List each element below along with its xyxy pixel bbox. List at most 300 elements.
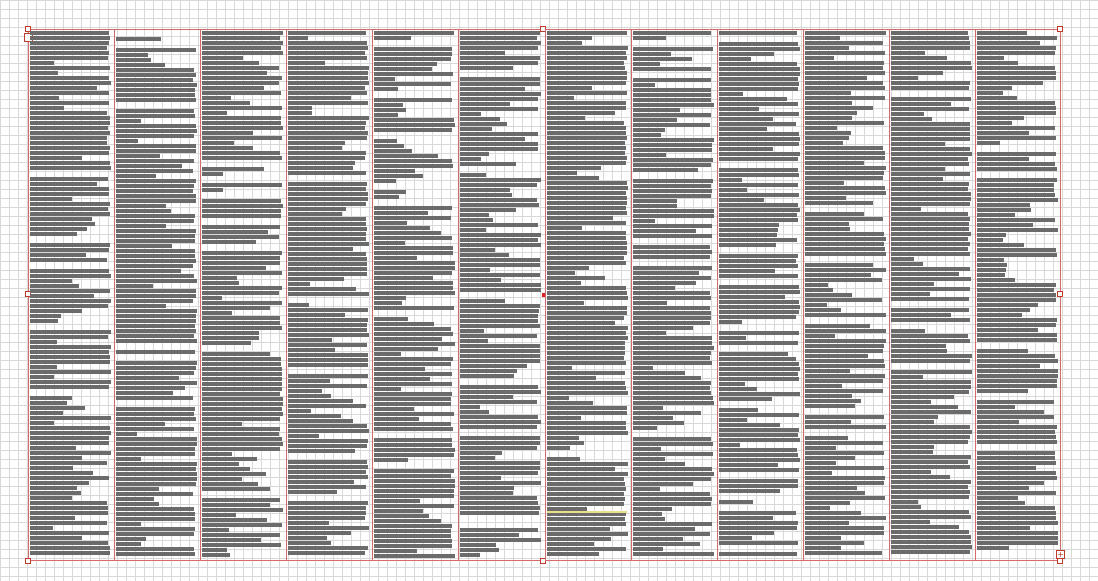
text-line (633, 416, 673, 420)
column-guide (717, 29, 718, 561)
text-line (633, 83, 655, 87)
text-line (288, 111, 312, 115)
text-line (202, 477, 242, 481)
text-line (547, 552, 599, 556)
text-line (719, 152, 800, 156)
text-line (116, 482, 196, 486)
text-line (977, 389, 1028, 393)
text-line (202, 51, 283, 55)
text-line (547, 532, 628, 536)
text-line (30, 71, 58, 75)
text-line (202, 31, 283, 35)
text-line (891, 86, 969, 90)
text-line (116, 457, 141, 461)
text-line (202, 467, 250, 471)
text-line (891, 375, 923, 379)
text-line (374, 87, 398, 91)
text-line (977, 440, 1057, 444)
text-line (805, 546, 841, 550)
text-line (288, 71, 368, 75)
text-line (977, 466, 1036, 470)
text-line (805, 521, 849, 525)
text-line (460, 461, 540, 465)
text-line (547, 146, 626, 150)
text-line (30, 227, 87, 231)
text-line (374, 489, 454, 493)
text-line (288, 470, 366, 474)
text-line (633, 296, 711, 300)
text-line (116, 194, 196, 198)
text-line (891, 112, 924, 116)
text-line (547, 416, 581, 420)
text-line (116, 492, 193, 496)
text-line (288, 546, 368, 550)
text-line (30, 551, 110, 555)
text-line (116, 427, 194, 431)
text-line (719, 413, 799, 417)
text-line (30, 197, 72, 201)
text-line (460, 369, 517, 373)
text-line (977, 506, 1055, 510)
text-line (30, 274, 111, 278)
text-line (460, 162, 516, 166)
text-line (374, 392, 452, 396)
text-line (288, 338, 332, 342)
text-line (116, 396, 193, 400)
column-guide (372, 29, 373, 561)
text-line (891, 354, 972, 358)
text-line (891, 46, 970, 50)
text-line (460, 538, 541, 542)
text-line (805, 247, 885, 251)
text-line (547, 166, 601, 170)
text-line (891, 505, 921, 509)
text-line (633, 219, 655, 223)
text-line (202, 357, 281, 361)
highlighted-text-line (547, 511, 627, 513)
text-line (460, 61, 538, 65)
text-line (202, 301, 282, 305)
text-line (805, 116, 852, 120)
text-line (891, 202, 970, 206)
text-line (374, 144, 404, 148)
text-line (633, 148, 712, 152)
text-line (805, 263, 873, 267)
text-line (374, 82, 451, 86)
text-line (719, 372, 798, 376)
text-line (202, 387, 282, 391)
text-line (460, 178, 541, 182)
text-line (30, 51, 109, 55)
text-line (116, 289, 196, 293)
text-line (30, 396, 72, 400)
text-line (633, 179, 713, 183)
text-line (547, 286, 626, 290)
text-line (460, 299, 505, 303)
text-line (891, 107, 969, 111)
text-line (805, 41, 883, 45)
text-line (288, 116, 369, 120)
text-line (288, 287, 356, 291)
text-line (374, 301, 402, 305)
text-line (30, 116, 110, 120)
text-line (460, 278, 501, 282)
text-line (202, 523, 282, 527)
text-line (547, 136, 627, 140)
text-line (805, 374, 885, 378)
text-line (374, 407, 414, 411)
text-line (633, 234, 712, 238)
text-line (374, 484, 455, 488)
text-line (116, 294, 196, 298)
text-line (547, 306, 627, 310)
text-line (547, 86, 592, 90)
text-line (891, 308, 969, 312)
text-line (116, 144, 196, 148)
text-line (547, 522, 626, 526)
text-line (719, 198, 764, 202)
text-line (116, 447, 195, 451)
text-line (288, 121, 366, 125)
text-line (460, 441, 540, 445)
text-line (460, 329, 484, 333)
text-line (977, 496, 1018, 500)
text-line (202, 276, 237, 280)
text-line (288, 31, 366, 35)
text-line (30, 380, 111, 384)
text-line (977, 152, 1056, 156)
text-line (719, 178, 742, 182)
text-line (460, 147, 538, 151)
text-line (891, 227, 969, 231)
text-line (719, 511, 796, 515)
text-line (719, 42, 798, 46)
text-line (288, 313, 345, 317)
text-line (460, 395, 513, 399)
text-line (719, 408, 758, 412)
text-line (547, 56, 627, 60)
text-line (116, 129, 197, 133)
text-line (633, 477, 711, 481)
text-line (460, 137, 525, 141)
text-line (30, 506, 108, 510)
text-line (374, 77, 395, 81)
text-line (547, 231, 626, 235)
text-line (30, 126, 108, 130)
text-line (977, 420, 1019, 424)
text-line (719, 72, 800, 76)
text-line (202, 503, 270, 507)
text-line (977, 218, 1055, 222)
text-line (547, 121, 624, 125)
text-line (977, 198, 1058, 202)
column-guide (114, 29, 115, 561)
text-line (719, 112, 799, 116)
text-line (30, 202, 110, 206)
text-line (116, 184, 194, 188)
text-line (116, 552, 195, 556)
text-line (374, 529, 451, 533)
text-line (891, 242, 970, 246)
text-line (719, 233, 777, 237)
text-line (202, 452, 232, 456)
text-line (30, 81, 111, 85)
text-line (547, 206, 626, 210)
text-line (202, 291, 279, 295)
text-line (805, 436, 848, 440)
text-line (633, 442, 713, 446)
text-line (891, 182, 969, 186)
text-line (374, 306, 454, 310)
text-line (30, 441, 109, 445)
text-line (891, 66, 972, 70)
frame-handle-bottom-left[interactable] (25, 558, 31, 564)
text-line (633, 209, 714, 213)
text-line (719, 484, 798, 488)
text-line (633, 502, 711, 506)
text-line (30, 350, 109, 354)
text-line (202, 457, 257, 461)
text-line (977, 338, 1057, 342)
text-line (374, 347, 438, 351)
text-line (30, 121, 110, 125)
text-line (374, 52, 452, 56)
text-line (116, 467, 196, 471)
text-line (202, 101, 250, 105)
text-line (460, 385, 538, 389)
text-line (547, 386, 626, 390)
text-line (374, 544, 452, 548)
text-line (547, 196, 627, 200)
text-line (805, 486, 857, 490)
text-line (288, 156, 365, 160)
text-line (202, 183, 282, 187)
text-line (30, 461, 107, 465)
text-line (374, 206, 452, 210)
text-line (202, 121, 281, 125)
text-line (547, 71, 627, 75)
text-line (202, 528, 229, 532)
text-line (30, 436, 109, 440)
text-line (460, 319, 538, 323)
text-line (891, 535, 971, 539)
text-line (374, 412, 454, 416)
text-line (460, 476, 501, 480)
text-line (116, 417, 196, 421)
text-line (805, 526, 884, 530)
text-line (116, 199, 196, 203)
text-line (977, 456, 1055, 460)
text-line (633, 250, 712, 254)
text-line (202, 261, 280, 265)
text-line (374, 514, 429, 518)
text-line (547, 406, 627, 410)
text-line (460, 248, 495, 252)
text-line (116, 83, 197, 87)
text-line (288, 237, 366, 241)
text-line (374, 443, 452, 447)
text-line (202, 472, 266, 476)
text-line (633, 326, 693, 330)
text-line (288, 277, 344, 281)
column-guide (545, 29, 546, 561)
text-line (30, 96, 59, 100)
text-line (633, 108, 680, 112)
text-line (116, 517, 195, 521)
text-line (460, 410, 489, 414)
text-line (891, 192, 971, 196)
text-line (202, 230, 268, 234)
text-line (30, 299, 111, 303)
text-line (460, 466, 540, 470)
text-line (460, 87, 525, 91)
text-line (719, 77, 798, 81)
text-line (202, 66, 279, 70)
text-line (633, 113, 711, 117)
text-line (977, 111, 1056, 115)
text-line (288, 480, 354, 484)
text-line (633, 351, 711, 355)
text-line (288, 252, 366, 256)
text-line (977, 248, 1056, 252)
text-line (977, 208, 1031, 212)
text-line (374, 509, 423, 513)
text-line (805, 394, 852, 398)
text-line (633, 229, 696, 233)
text-line (891, 465, 970, 469)
text-line (977, 121, 1012, 125)
text-line (633, 98, 711, 102)
text-line (460, 142, 538, 146)
text-line (460, 471, 538, 475)
text-line (805, 531, 884, 535)
text-line (977, 318, 1057, 322)
text-line (891, 475, 950, 479)
text-line (30, 269, 109, 273)
text-line (116, 324, 195, 328)
text-line (633, 467, 712, 471)
text-line (891, 495, 969, 499)
text-line (116, 462, 197, 466)
text-line (977, 546, 1009, 550)
text-line (977, 369, 1058, 373)
text-line (202, 412, 283, 416)
overflow-port-icon[interactable]: + (1057, 550, 1064, 559)
text-line (805, 476, 885, 480)
text-line (891, 277, 971, 281)
text-line (805, 156, 885, 160)
text-line (202, 188, 223, 192)
text-line (374, 397, 451, 401)
text-line (288, 303, 309, 307)
text-line (288, 419, 353, 423)
text-line (977, 96, 1017, 100)
text-line (116, 189, 193, 193)
text-line (374, 154, 438, 158)
text-line (891, 410, 971, 414)
text-line (116, 68, 194, 72)
text-line (719, 443, 740, 447)
text-line (977, 167, 1057, 171)
text-line (719, 82, 799, 86)
text-line (977, 415, 1054, 419)
text-line (460, 203, 539, 207)
text-line (977, 384, 1057, 388)
text-line (30, 146, 110, 150)
text-line (977, 400, 1054, 404)
text-line (202, 256, 280, 260)
text-line (977, 328, 1038, 332)
text-line (374, 251, 453, 255)
text-line (977, 162, 1055, 166)
text-line (633, 376, 701, 380)
text-line (30, 101, 109, 105)
text-line (116, 527, 195, 531)
frame-handle-top-right[interactable] (1057, 26, 1063, 32)
text-line (116, 98, 196, 102)
text-line (805, 516, 886, 520)
text-line (719, 305, 800, 309)
text-line (374, 241, 405, 245)
text-line (288, 353, 368, 357)
text-line (633, 316, 711, 320)
text-line (202, 56, 243, 60)
text-line (288, 551, 365, 555)
text-line (977, 451, 1055, 455)
text-line (977, 157, 1029, 161)
text-line (633, 371, 685, 375)
text-line (633, 118, 677, 122)
text-line (977, 435, 1056, 439)
text-line (30, 36, 110, 40)
text-line (374, 103, 403, 107)
text-line (116, 299, 193, 303)
text-line (805, 471, 832, 475)
text-line (460, 132, 538, 136)
text-line (977, 253, 1057, 257)
text-line (460, 46, 538, 50)
text-line (460, 223, 538, 227)
text-line (288, 51, 365, 55)
text-line (977, 66, 1055, 70)
text-line (977, 461, 1056, 465)
text-line (977, 101, 1055, 105)
text-line (547, 371, 625, 375)
text-line (805, 404, 855, 408)
text-line (116, 169, 193, 173)
text-line (374, 469, 454, 473)
text-line (891, 157, 968, 161)
text-line (805, 196, 846, 200)
text-line (977, 283, 1056, 287)
text-line (116, 239, 195, 243)
text-line (805, 71, 885, 75)
text-line (547, 211, 627, 215)
text-line (633, 128, 665, 132)
text-line (288, 374, 368, 378)
text-line (374, 236, 452, 240)
text-line (374, 286, 453, 290)
text-line (288, 511, 366, 515)
text-line (30, 217, 92, 221)
text-line (30, 476, 109, 480)
text-line (460, 117, 500, 121)
text-line (288, 146, 342, 150)
frame-handle-middle-right[interactable] (1057, 291, 1063, 297)
text-line (805, 288, 833, 292)
text-line (805, 364, 885, 368)
text-line (891, 329, 925, 333)
